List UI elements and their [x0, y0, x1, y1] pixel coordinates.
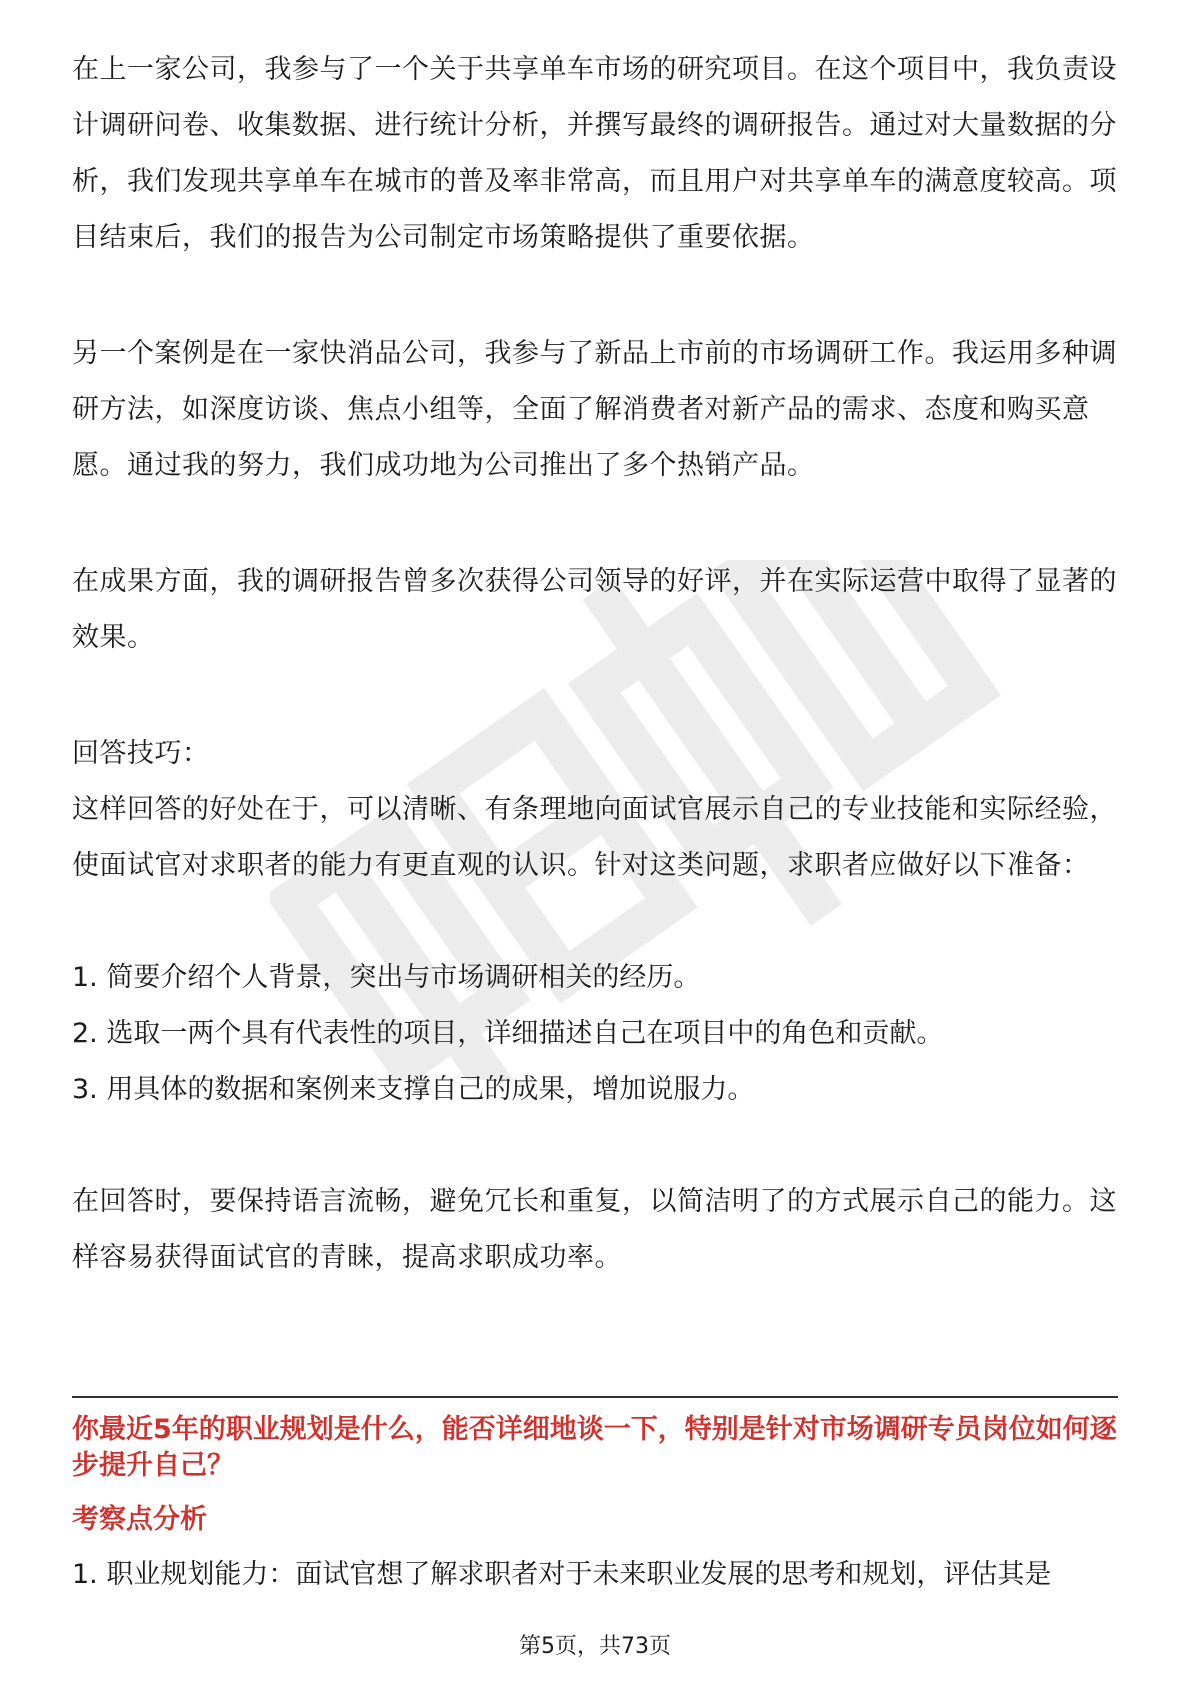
paragraph-results: 在成果方面，我的调研报告曾多次获得公司领导的好评，并在实际运营中取得了显著的效果。	[72, 566, 1117, 653]
document-body	[72, 42, 1118, 1286]
closing-paragraph: 在回答时，要保持语言流畅，避免冗长和重复，以简洁明了的方式展示自己的能力。这样容易获得面试官的青睐，提高求职成功率。	[72, 1186, 1117, 1273]
list-item: 1. 简要介绍个人背景，突出与市场调研相关的经历。	[72, 962, 701, 993]
analysis-item: 1. 职业规划能力：面试官想了解求职者对于未来职业发展的思考和规划，评估其是	[72, 1559, 1052, 1590]
tips-heading: 回答技巧：	[72, 738, 210, 769]
question-heading: 你最近5年的职业规划是什么，能否详细地谈一下，特别是针对市场调研专员岗位如何逐步提升自己？	[72, 1414, 1117, 1481]
list-item: 2. 选取一两个具有代表性的项目，详细描述自己在项目中的角色和贡献。	[72, 1018, 944, 1049]
paragraph-fmcg: 另一个案例是在一家快消品公司，我参与了新品上市前的市场调研工作。我运用多种调研方法，如深度访谈、焦点小组等，全面了解消费者对新产品的需求、态度和购买意愿。通过我的努力，我们成功地为公司推出了多个热销产品。	[72, 338, 1117, 481]
section-divider	[72, 1396, 1118, 1398]
paragraph-bike-sharing: 在上一家公司，我参与了一个关于共享单车市场的研究项目。在这个项目中，我负责设计调研问卷、收集数据、进行统计分析，并撰写最终的调研报告。通过对大量数据的分析，我们发现共享单车在城市的普及率非常高，而且用户对共享单车的满意度较高。项目结束后，我们的报告为公司制定市场策略提供了重要依据。	[72, 54, 1117, 253]
list-item: 3. 用具体的数据和案例来支撑自己的成果，增加说服力。	[72, 1074, 755, 1105]
tips-body: 这样回答的好处在于，可以清晰、有条理地向面试官展示自己的专业技能和实际经验，使面试官对求职者的能力有更直观的认识。针对这类问题，求职者应做好以下准备：	[72, 794, 1117, 881]
analysis-title: 考察点分析	[72, 1504, 207, 1535]
page-footer: 第5页，共73页	[519, 1634, 671, 1659]
